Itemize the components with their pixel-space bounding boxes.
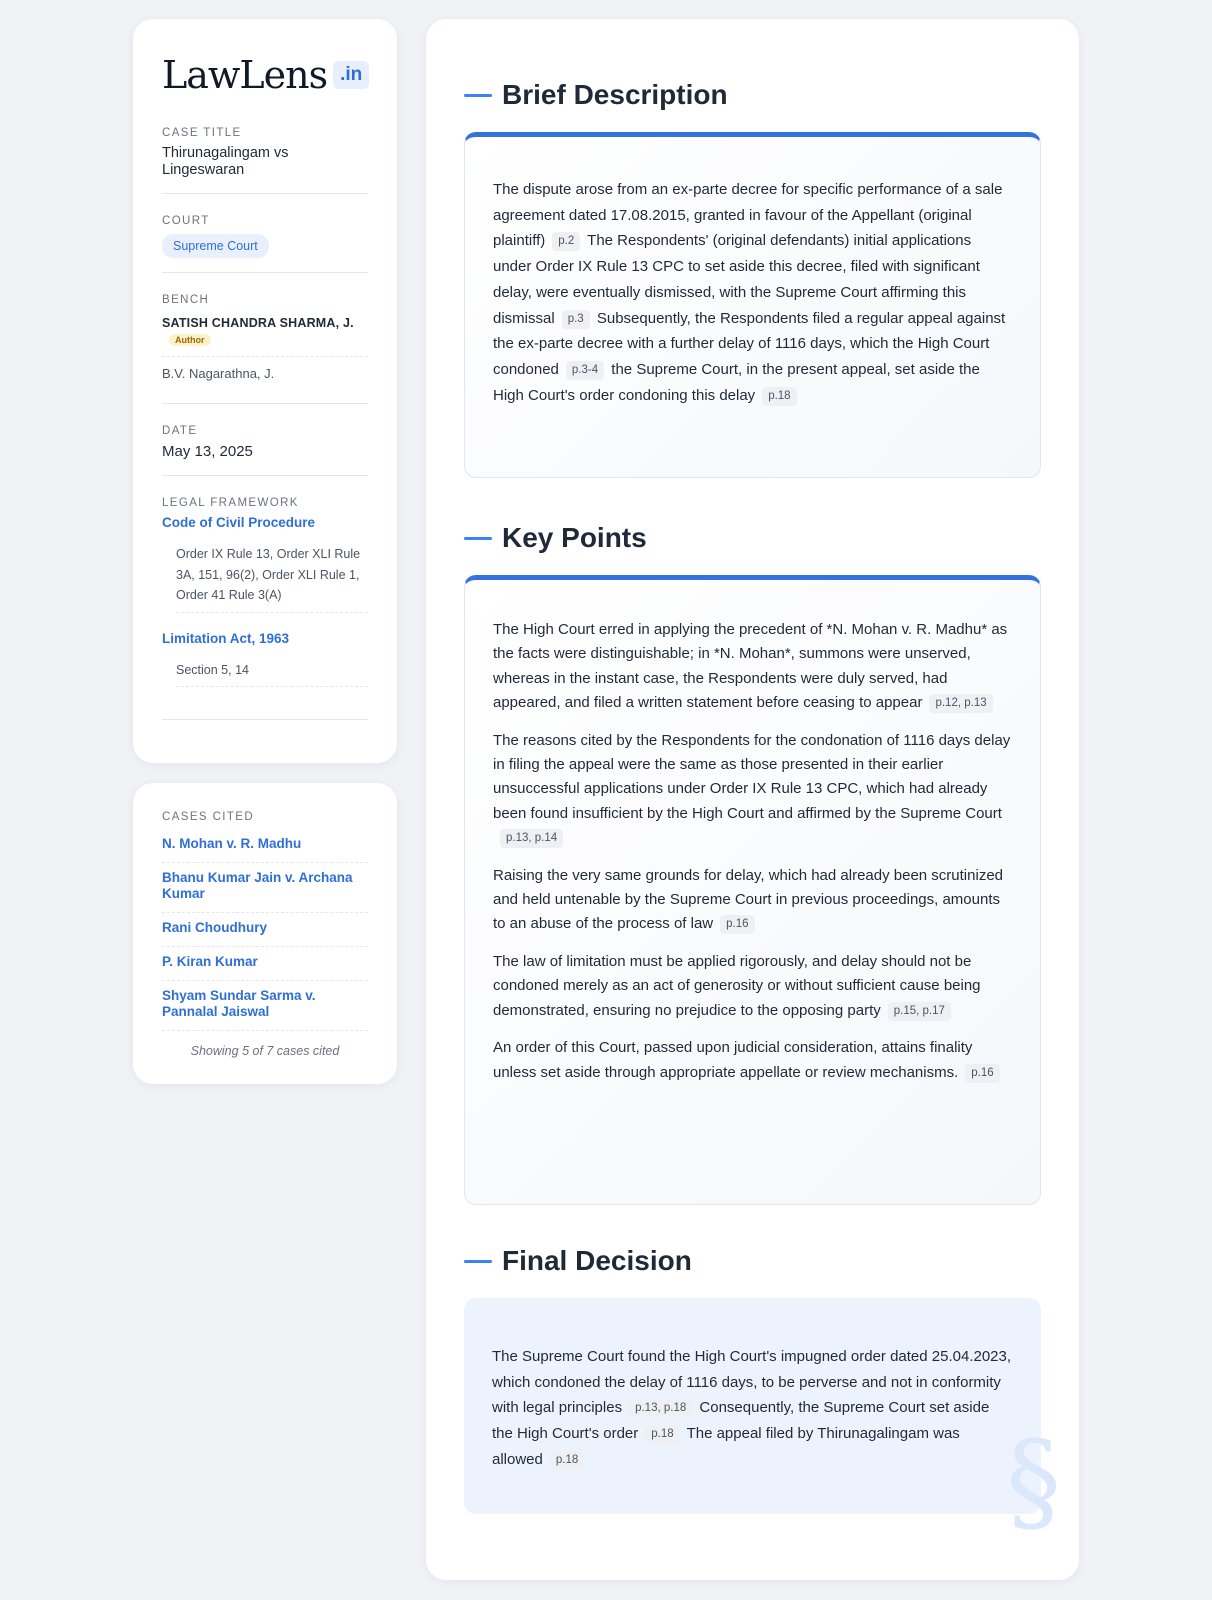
cases-cited-card (133, 783, 397, 1084)
court-section (162, 215, 368, 273)
page-citation-chip[interactable]: p.3-4 (566, 361, 604, 380)
author-badge: Author (169, 334, 211, 346)
text-segment: The Supreme Court found the High Court's impugned order dated 25.04.2023, which condoned the delay of 1116 days, to be perverse and not in conformity with legal principles (492, 1348, 1012, 1417)
section-title: Key Points (502, 522, 647, 553)
text-segment: the Supreme Court, in the present appeal, set aside the High Court's order condoning this delay (493, 360, 980, 404)
brief-description-text (493, 177, 1012, 408)
text-segment: The dispute arose from an ex-parte decree for specific performance of a sale agreement dated 17.08.2015, granted in favour of the Appellant (original plaintiff) (493, 181, 1003, 250)
bench-section (162, 294, 368, 404)
page-citation-chip[interactable]: p.18 (762, 387, 796, 406)
text-segment: The Respondents' (original defendants) initial applications under Order IX Rule 13 CPC to set aside this decree, filed with significant delay, were eventually dismissed, with the Supreme Court affirming this dismissal (493, 232, 980, 327)
key-point-text: The reasons cited by the Respondents for the condonation of 1116 days delay in filing the appeal were the same as those presented in their earlier unsuccessful applications under Order IX Rule 13 CPC, which had already been found insufficient by the High Court and affirmed by the Supreme Court (493, 731, 1011, 822)
sidebar (133, 19, 397, 1084)
cases-cited-label: CASES CITED (162, 811, 255, 823)
legal-framework-label: LEGAL FRAMEWORK (162, 497, 299, 509)
cited-case-link[interactable]: P. Kiran Kumar (162, 947, 368, 981)
text-segment: Subsequently, the Respondents filed a regular appeal against the ex-parte decree with a further delay of 1116 days, which the High Court condoned (493, 309, 1006, 378)
case-title: Thirunagalingam vs Lingeswaran (162, 145, 289, 178)
key-point (493, 1036, 1012, 1085)
page-citation-chip[interactable]: p.13, p.18 (629, 1399, 692, 1418)
page-citation-chip[interactable]: p.15, p.17 (888, 1002, 951, 1021)
key-point (493, 729, 1012, 851)
key-points-section (464, 522, 1041, 1205)
cited-case-link[interactable]: Shyam Sundar Sarma v. Pannalal Jaiswal (162, 981, 368, 1031)
page-citation-chip[interactable]: p.2 (552, 232, 580, 251)
final-decision-panel (464, 1298, 1061, 1545)
act-sections-limitation-act: Section 5, 14 (176, 660, 368, 688)
heading-accent-bar (464, 537, 492, 540)
key-points-panel (464, 575, 1041, 1205)
section-title: Brief Description (502, 79, 728, 110)
brief-description-panel (464, 132, 1041, 478)
main-content (426, 19, 1079, 1580)
date-section (162, 425, 368, 476)
key-point (493, 950, 1012, 1023)
act-link-cpc[interactable]: Code of Civil Procedure (162, 515, 316, 530)
court-label: COURT (162, 215, 210, 227)
logo[interactable] (162, 53, 368, 97)
cases-cited-footnote: Showing 5 of 7 cases cited (190, 1044, 340, 1058)
key-point-text: The law of limitation must be applied rigorously, and delay should not be condoned merely as an act of generosity or without sufficient cause being demonstrated, ensuring no prejudice to the opposing party (493, 952, 981, 1019)
bench-label: BENCH (162, 294, 210, 306)
logo-wordmark: LawLens (162, 53, 328, 97)
logo-domain-badge: .in (333, 61, 369, 89)
cited-case-link[interactable]: N. Mohan v. R. Madhu (162, 829, 368, 863)
page-citation-chip[interactable]: p.16 (965, 1064, 999, 1083)
text-segment: The appeal filed by Thirunagalingam was allowed (492, 1425, 960, 1468)
section-sign-watermark-icon: § (1006, 1417, 1061, 1545)
act-link-limitation-act[interactable]: Limitation Act, 1963 (162, 630, 290, 646)
bench-judge-author (162, 312, 368, 357)
key-point (493, 618, 1012, 716)
section-heading (464, 522, 1041, 554)
bench-judge (162, 357, 368, 389)
case-title-label: CASE TITLE (162, 127, 242, 139)
judgment-date: May 13, 2025 (162, 443, 253, 460)
judge-name: SATISH CHANDRA SHARMA, J. (162, 316, 354, 330)
page-citation-chip[interactable]: p.3 (562, 310, 590, 329)
key-point-text: The High Court erred in applying the precedent of *N. Mohan v. R. Madhu* as the facts were distinguishable; in *N. Mohan*, summons were unserved, whereas in the instant case, the Respondents were duly served, had appeared, and filed a written statement before ceasing to appear (493, 621, 1008, 712)
key-point-text: An order of this Court, passed upon judicial consideration, attains finality unless set aside through appropriate appellate or review mechanisms. (493, 1039, 973, 1081)
heading-accent-bar (464, 1260, 492, 1263)
final-decision-text (492, 1344, 1013, 1473)
page-citation-chip[interactable]: p.13, p.14 (500, 829, 563, 848)
act-sections-cpc: Order IX Rule 13, Order XLI Rule 3A, 151, 96(2), Order XLI Rule 1, Order 41 Rule 3(A) (176, 544, 368, 613)
heading-accent-bar (464, 94, 492, 97)
final-decision-section (464, 1245, 1061, 1545)
cited-case-link[interactable]: Rani Choudhury (162, 913, 368, 947)
court-badge: Supreme Court (162, 234, 269, 258)
brief-description-section (464, 79, 1041, 478)
case-title-section (162, 127, 368, 194)
key-point (493, 864, 1012, 937)
date-label: DATE (162, 425, 198, 437)
section-title: Final Decision (502, 1245, 692, 1276)
page-citation-chip[interactable]: p.16 (720, 915, 754, 934)
cited-case-link[interactable]: Bhanu Kumar Jain v. Archana Kumar (162, 863, 368, 913)
section-heading (464, 79, 1041, 111)
page-citation-chip[interactable]: p.12, p.13 (929, 694, 992, 713)
section-heading (464, 1245, 1041, 1277)
legal-framework-section (162, 497, 368, 720)
judge-name: B.V. Nagarathna, J. (162, 366, 275, 381)
text-segment: Consequently, the Supreme Court set aside the High Court's order (492, 1399, 990, 1443)
case-meta-card (133, 19, 397, 763)
page-citation-chip[interactable]: p.18 (645, 1425, 679, 1444)
key-point-text: Raising the very same grounds for delay, which had already been scrutinized and held untenable by the Supreme Court in previous proceedings, amounts to an abuse of the process of law (493, 866, 1003, 933)
page-citation-chip[interactable]: p.18 (550, 1451, 584, 1470)
